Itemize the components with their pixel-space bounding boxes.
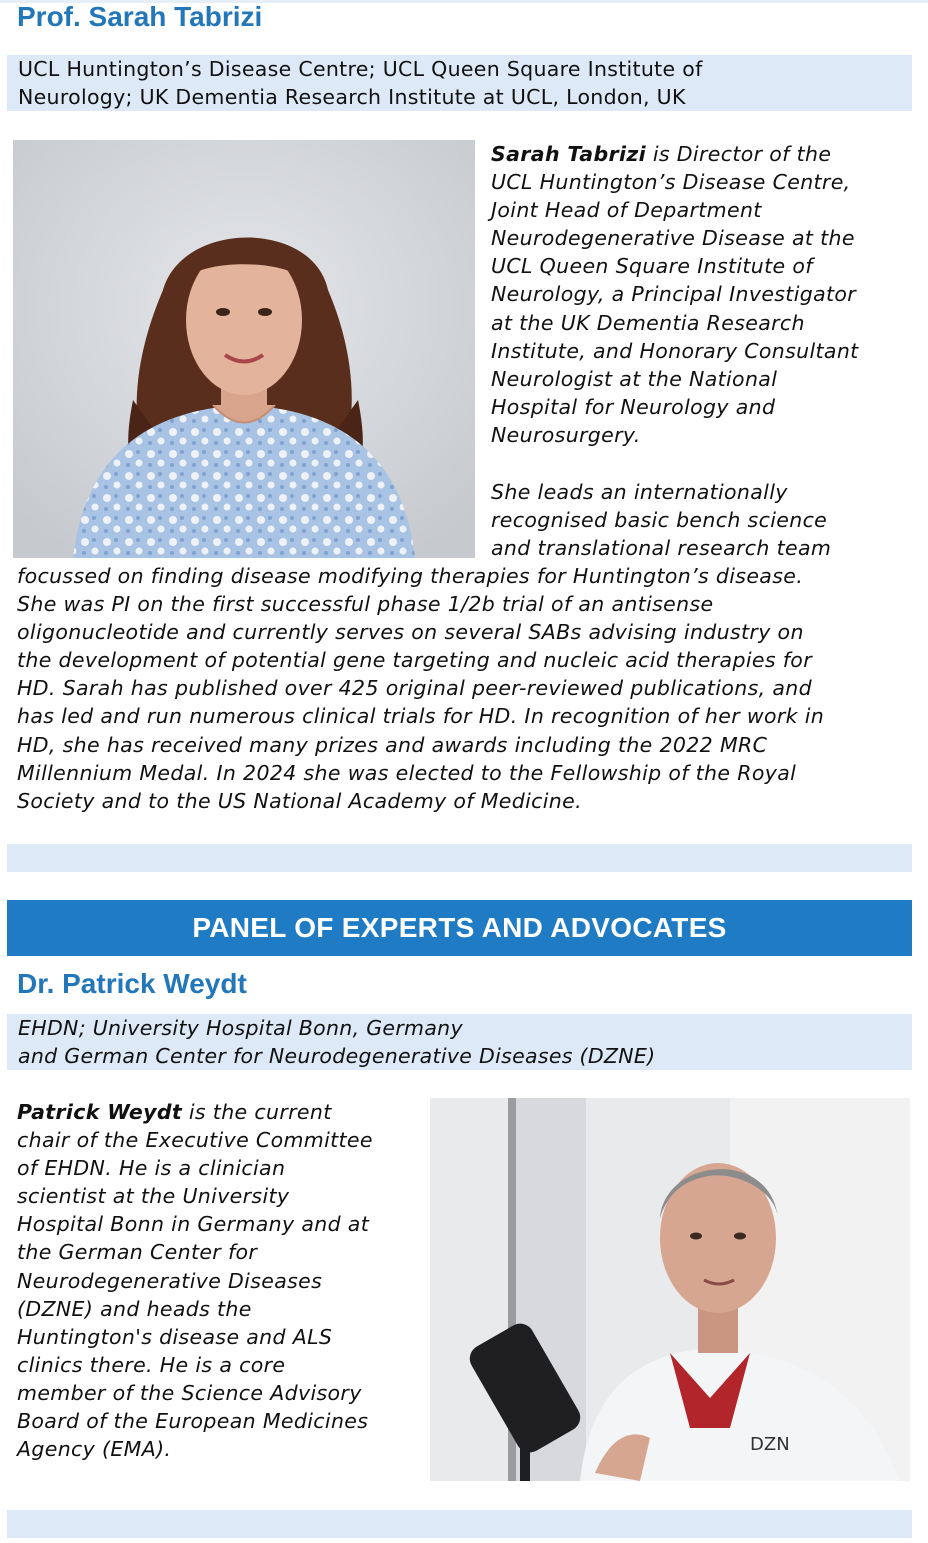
- speaker1-bio-research-side: [491, 478, 831, 562]
- section-title: PANEL OF EXPERTS AND ADVOCATES: [7, 900, 912, 956]
- speaker2-bio-name: Patrick Weydt: [17, 1100, 182, 1124]
- speaker2-bio-line: Hospital Bonn in Germany and at: [17, 1212, 370, 1237]
- speaker2-bio-line: (DZNE) and heads the: [17, 1296, 252, 1321]
- speaker1-bio-line: UCL Huntington’s Disease Centre,: [491, 170, 851, 195]
- speaker2-bio-line: Agency (EMA).: [17, 1437, 172, 1462]
- speaker1-bio-intro: [491, 140, 859, 449]
- speaker1-bio-name: Sarah Tabrizi: [491, 142, 646, 166]
- speaker1-bio-text: is Director of the: [645, 142, 832, 166]
- speaker2-bio-line: of EHDN. He is a clinician: [17, 1156, 286, 1181]
- speaker1-bio2-line: and translational research team: [491, 536, 832, 561]
- speaker2-photo: [430, 1098, 910, 1481]
- speaker2-bio-line: Neurodegenerative Diseases: [17, 1268, 323, 1293]
- speaker1-bio-line: at the UK Dementia Research: [491, 310, 805, 335]
- speaker2-bio-line: Huntington's disease and ALS: [17, 1324, 333, 1349]
- speaker1-bio2-line: HD. Sarah has published over 425 original peer-reviewed publications, and: [17, 676, 812, 701]
- speaker1-bio-line: Joint Head of Department: [491, 198, 762, 223]
- speaker1-bio-line: Neurologist at the National: [491, 366, 778, 391]
- speaker1-photo: [13, 140, 475, 558]
- speaker1-bio-line: UCL Queen Square Institute of: [491, 254, 813, 279]
- speaker1-bio2-line: Society and to the US National Academy of Medicine.: [17, 788, 582, 813]
- speaker1-affiliation-line: Neurology; UK Dementia Research Institute at UCL, London, UK: [18, 85, 686, 109]
- speaker2-bio-first-line: [17, 1098, 373, 1126]
- speaker2-bio-line: member of the Science Advisory: [17, 1380, 362, 1405]
- speaker2-affiliation-line: and German Center for Neurodegenerative Diseases (DZNE): [18, 1044, 656, 1068]
- speaker1-bio-line: Neurology, a Principal Investigator: [491, 282, 857, 307]
- speaker1-bio-line: Institute, and Honorary Consultant: [491, 338, 859, 363]
- speaker1-bio-first-line: [491, 140, 859, 168]
- speaker2-bio: [17, 1098, 373, 1463]
- section-spacer: [7, 844, 912, 872]
- speaker2-bio-line: clinics there. He is a core: [17, 1352, 286, 1377]
- speaker1-affiliation-line: UCL Huntington’s Disease Centre; UCL Queen Square Institute of: [18, 57, 703, 81]
- speaker1-bio2-line: Millennium Medal. In 2024 she was elected to the Fellowship of the Royal: [17, 760, 797, 785]
- speaker1-bio-line: Neurosurgery.: [491, 422, 641, 447]
- speaker1-bio2-line: She was PI on the first successful phase 1/2b trial of an antisense: [17, 592, 714, 617]
- speaker1-bio2-line: She leads an internationally: [491, 480, 788, 504]
- speaker1-bio2-line: recognised basic bench science: [491, 508, 828, 533]
- speaker2-bio-line: scientist at the University: [17, 1184, 290, 1209]
- speaker1-bio-line: Neurodegenerative Disease at the: [491, 226, 855, 251]
- speaker1-bio2-line: HD, she has received many prizes and awards including the 2022 MRC: [17, 732, 768, 757]
- speaker1-affiliation: [7, 55, 912, 111]
- speaker2-bio-line: chair of the Executive Committee: [17, 1128, 373, 1153]
- speaker1-bio-line: Hospital for Neurology and: [491, 394, 776, 419]
- speaker2-affiliation-line: EHDN; University Hospital Bonn, Germany: [18, 1016, 463, 1040]
- dzne-logo-text: DZN: [750, 1434, 790, 1455]
- speaker2-affiliation: [7, 1014, 912, 1070]
- speaker2-bio-line: Board of the European Medicines: [17, 1409, 369, 1434]
- speaker1-bio2-line: the development of potential gene targeting and nucleic acid therapies for: [17, 648, 812, 673]
- speaker1-bio-research-full: [17, 562, 824, 815]
- speaker2-bio-text: is the current: [182, 1100, 332, 1124]
- bottom-spacer: [7, 1510, 912, 1538]
- speaker1-bio2-line: has led and run numerous clinical trials for HD. In recognition of her work in: [17, 704, 825, 729]
- speaker1-name: Prof. Sarah Tabrizi: [17, 1, 263, 32]
- speaker2-bio-line: the German Center for: [17, 1240, 258, 1265]
- speaker2-name: Dr. Patrick Weydt: [17, 968, 247, 999]
- speaker1-bio2-line: oligonucleotide and currently serves on several SABs advising industry on: [17, 620, 804, 645]
- speaker1-bio2-line: focussed on finding disease modifying therapies for Huntington’s disease.: [17, 564, 804, 588]
